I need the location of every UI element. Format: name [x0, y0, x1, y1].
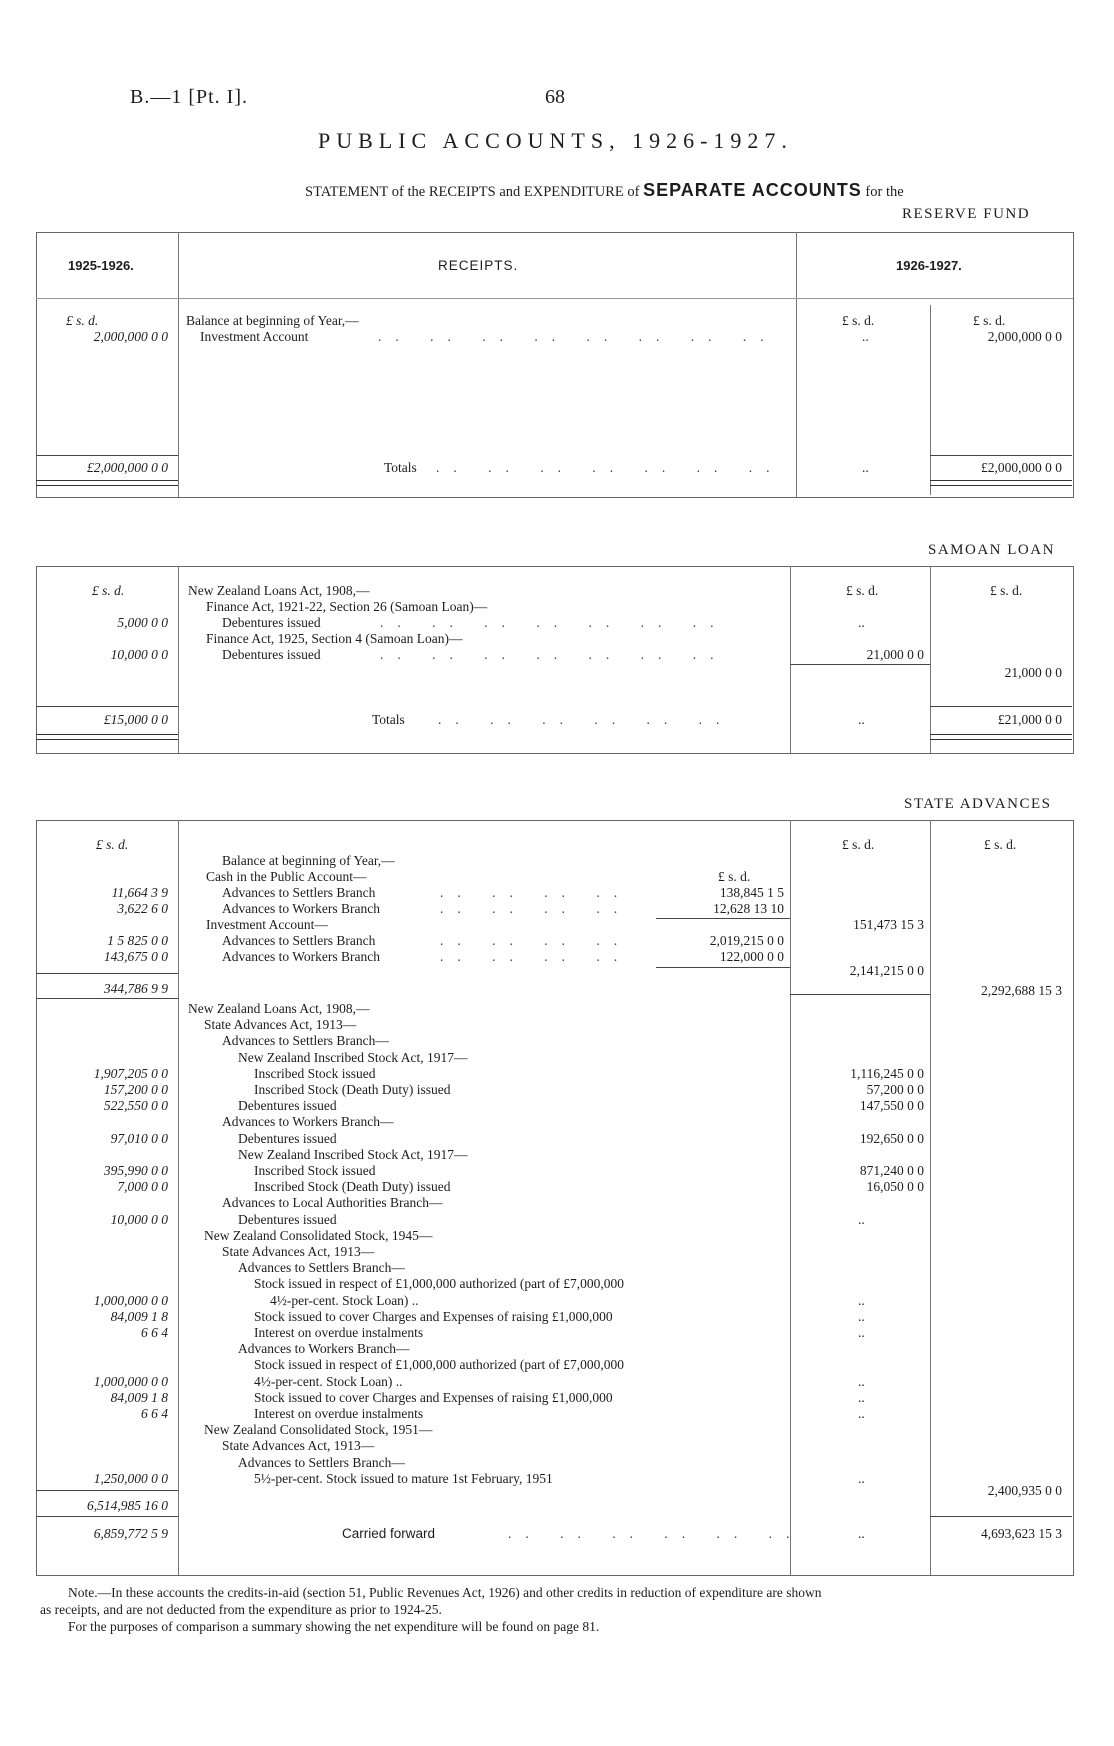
rf-double-rule-l	[36, 480, 178, 486]
sa-loan-line: Advances to Settlers Branch—	[238, 1455, 405, 1470]
sa-loan-prev-amount: 522,550 0 0	[103, 1098, 168, 1113]
sa-loan-prev-amount: 6 6 4	[141, 1406, 168, 1421]
sa-loan-inner-amount: 1,116,245 0 0	[850, 1066, 924, 1081]
sl-curr: 21,000 0 0	[1004, 665, 1062, 680]
sa-loan-prev-amount: 84,009 1 8	[110, 1390, 168, 1405]
sl-curr-total: £21,000 0 0	[997, 712, 1062, 727]
sa-loan-line: Debentures issued	[238, 1098, 337, 1113]
sa-bal-dots-4: .. .. .. ..	[440, 901, 632, 916]
sa-cf-rule-r	[930, 1516, 1072, 1517]
rf-curr-lsd: £ s. d.	[973, 313, 1006, 328]
sl-prev-2: 10,000 0 0	[110, 647, 168, 662]
document-reference: B.—1 [Pt. I].	[130, 86, 248, 108]
sa-loan-line: Stock issued to cover Charges and Expenses of raising £1,000,000	[254, 1309, 613, 1324]
sa-loan-inner-amount: 16,050 0 0	[866, 1179, 924, 1194]
rf-inner-lsd: £ s. d.	[842, 313, 875, 328]
sa-prev-sub-rule	[36, 973, 178, 974]
sa-loan-prev-amount: 395,990 0 0	[103, 1163, 168, 1178]
sa-loan-line: State Advances Act, 1913—	[222, 1244, 375, 1259]
rf-line-1: Balance at beginning of Year,—	[186, 313, 359, 328]
sa-sub-rule-1	[656, 918, 790, 919]
rf-head-curr: 1926-1927.	[896, 258, 962, 273]
rf-divider-3	[930, 305, 931, 495]
sa-bal-dots-3: .. .. .. ..	[440, 885, 632, 900]
sl-double-rule-r	[930, 734, 1072, 740]
sa-loan-line: New Zealand Consolidated Stock, 1945—	[204, 1228, 433, 1243]
sa-loan-inner-amount: ..	[858, 1325, 865, 1340]
rf-head-receipts: RECEIPTS.	[438, 258, 519, 273]
sa-prev-lsd: £ s. d.	[96, 837, 129, 852]
sa-loan-line: 5½-per-cent. Stock issued to mature 1st February, 1951	[254, 1471, 553, 1486]
rf-totals-dots: .. .. .. .. .. .. ..	[436, 460, 784, 475]
rf-curr-total: £2,000,000 0 0	[981, 460, 1062, 475]
sa-loan-line: Stock issued to cover Charges and Expenses of raising £1,000,000	[254, 1390, 613, 1405]
sa-loan-inner-amount: 871,240 0 0	[859, 1163, 924, 1178]
sa-prev-loans-total: 6,514,985 16 0	[87, 1498, 168, 1513]
sl-divider-3	[930, 566, 931, 753]
sl-line-2: Finance Act, 1921-22, Section 26 (Samoan Loan)—	[206, 599, 488, 614]
sa-loan-inner-amount: ..	[858, 1374, 865, 1389]
sa-loan-line: Stock issued in respect of £1,000,000 authorized (part of £7,000,000	[254, 1276, 625, 1291]
sa-loan-line: 4½-per-cent. Stock Loan) ..	[254, 1374, 403, 1389]
samoan-loan-title: SAMOAN LOAN	[928, 542, 1055, 558]
sa-bal-line-3: Advances to Settlers Branch	[222, 885, 376, 900]
rf-prev-amount: 2,000,000 0 0	[93, 329, 168, 344]
rf-prev-lsd: £ s. d.	[66, 313, 99, 328]
rf-leader-dots: .. .. .. .. .. .. .. ..	[378, 329, 778, 344]
sa-bal-prev-7: 143,675 0 0	[103, 949, 168, 964]
sa-loan-inner-amount: ..	[858, 1309, 865, 1324]
sa-loan-prev-amount: 10,000 0 0	[110, 1212, 168, 1227]
note-line-3: For the purposes of comparison a summary showing the net expenditure will be found on page 81.	[68, 1619, 600, 1634]
sl-leader-dots-1: .. .. .. .. .. .. ..	[380, 615, 728, 630]
sa-sub-value-4: 122,000 0 0	[719, 949, 784, 964]
sa-loan-inner-amount: 147,550 0 0	[859, 1098, 924, 1113]
rf-totals-label: Totals	[384, 460, 417, 475]
sa-cf-curr: 4,693,623 15 3	[981, 1526, 1062, 1541]
subtitle-bold: SEPARATE ACCOUNTS	[643, 180, 862, 200]
sa-loan-prev-amount: 84,009 1 8	[110, 1309, 168, 1324]
sl-inner-2: 21,000 0 0	[866, 647, 924, 662]
sa-loan-line: Debentures issued	[238, 1131, 337, 1146]
rf-line-2: Investment Account	[200, 329, 309, 344]
subtitle-post: for the	[865, 184, 904, 200]
sl-prev-1: 5,000 0 0	[117, 615, 168, 630]
sa-loan-line: State Advances Act, 1913—	[204, 1017, 357, 1032]
sa-loan-inner-amount: ..	[858, 1471, 865, 1486]
sa-divider-2	[790, 820, 791, 1575]
sa-loan-line: Interest on overdue instalments	[254, 1406, 424, 1421]
sa-balance-total: 2,292,688 15 3	[981, 983, 1062, 998]
rf-inner-dots: ..	[862, 329, 869, 344]
rf-divider-1	[178, 232, 179, 497]
sl-double-rule-l	[36, 734, 178, 740]
subtitle-pre: STATEMENT of the RECEIPTS and EXPENDITURE of	[305, 184, 640, 200]
sa-inner-rule	[790, 994, 930, 995]
sa-bal-prev-4: 3,622 6 0	[117, 901, 168, 916]
sl-curr-lsd: £ s. d.	[990, 583, 1023, 598]
sa-sub-value-2: 12,628 13 10	[713, 901, 784, 916]
sa-bal-line-5: Investment Account—	[206, 917, 328, 932]
sa-loan-line: Inscribed Stock (Death Duty) issued	[254, 1179, 451, 1194]
sa-sub-lsd: £ s. d.	[718, 869, 751, 884]
sa-loan-inner-amount: ..	[858, 1390, 865, 1405]
sa-cf-label: Carried forward	[342, 1526, 436, 1541]
sl-inner-rule	[790, 664, 930, 665]
sa-loan-line: Stock issued in respect of £1,000,000 authorized (part of £7,000,000	[254, 1357, 625, 1372]
sa-loan-line: New Zealand Loans Act, 1908,—	[188, 1001, 370, 1016]
sa-bal-prev-3: 11,664 3 9	[111, 885, 168, 900]
sa-loan-prev-amount: 157,200 0 0	[103, 1082, 168, 1097]
sa-loan-line: New Zealand Inscribed Stock Act, 1917—	[238, 1147, 468, 1162]
sa-bal-prev-6: 1 5 825 0 0	[107, 933, 168, 948]
sl-line-1: New Zealand Loans Act, 1908,—	[188, 583, 370, 598]
sa-loan-line: Debentures issued	[238, 1212, 337, 1227]
sa-bal-dots-7: .. .. .. ..	[440, 949, 632, 964]
sa-loan-prev-amount: 1,000,000 0 0	[93, 1374, 168, 1389]
sa-loan-line: Advances to Workers Branch—	[238, 1341, 410, 1356]
sa-bal-dots-6: .. .. .. ..	[440, 933, 632, 948]
sa-bal-line-1: Balance at beginning of Year,—	[222, 853, 395, 868]
sa-sub-value-1: 138,845 1 5	[719, 885, 784, 900]
sa-loan-inner-amount: ..	[858, 1406, 865, 1421]
rf-head-rule	[36, 298, 1073, 299]
sl-inner-lsd: £ s. d.	[846, 583, 879, 598]
sl-total-rule-l	[36, 706, 178, 707]
sl-prev-total: £15,000 0 0	[103, 712, 168, 727]
sa-cash-total: 151,473 15 3	[853, 917, 924, 932]
sa-loan-line: Advances to Settlers Branch—	[222, 1033, 389, 1048]
sa-bal-line-7: Advances to Workers Branch	[222, 949, 380, 964]
page-number: 68	[545, 86, 565, 108]
sl-totals-dots: .. .. .. .. .. ..	[438, 712, 734, 727]
sa-divider-1	[178, 820, 179, 1575]
sa-loan-line: Interest on overdue instalments	[254, 1325, 424, 1340]
sl-total-rule-r	[930, 706, 1072, 707]
sa-loans-total: 2,400,935 0 0	[987, 1483, 1062, 1498]
sl-prev-lsd: £ s. d.	[92, 583, 125, 598]
sa-loan-line: Advances to Local Authorities Branch—	[222, 1195, 443, 1210]
sa-prev-subtotal: 344,786 9 9	[103, 981, 168, 996]
sa-invest-total: 2,141,215 0 0	[849, 963, 924, 978]
sa-bal-line-4: Advances to Workers Branch	[222, 901, 380, 916]
sl-inner-dots: ..	[858, 615, 865, 630]
sl-leader-dots-2: .. .. .. .. .. .. ..	[380, 647, 728, 662]
note-line-2: as receipts, and are not deducted from the expenditure as prior to 1924-25.	[40, 1602, 442, 1617]
sl-totals-inner-dots: ..	[858, 712, 865, 727]
sa-loan-prev-amount: 1,250,000 0 0	[93, 1471, 168, 1486]
sa-loan-line: Inscribed Stock issued	[254, 1066, 376, 1081]
sa-loan-line: Inscribed Stock issued	[254, 1163, 376, 1178]
sa-loan-line: Inscribed Stock (Death Duty) issued	[254, 1082, 451, 1097]
sa-bal-line-6: Advances to Settlers Branch	[222, 933, 376, 948]
rf-head-prev: 1925-1926.	[68, 258, 134, 273]
state-advances-title: STATE ADVANCES	[904, 796, 1052, 812]
sa-divider-3	[930, 820, 931, 1575]
sa-loan-inner-amount: 192,650 0 0	[859, 1131, 924, 1146]
sa-loans-rule-l	[36, 1490, 178, 1491]
sa-sub-rule-2	[656, 967, 790, 968]
sl-divider-1	[178, 566, 179, 753]
sa-cf-inner: ..	[858, 1526, 865, 1541]
sa-loan-prev-amount: 97,010 0 0	[110, 1131, 168, 1146]
rf-total-rule-l	[36, 455, 178, 456]
sa-sub-value-3: 2,019,215 0 0	[709, 933, 784, 948]
sa-curr-lsd: £ s. d.	[984, 837, 1017, 852]
sa-cf-rule-l	[36, 1516, 178, 1517]
sa-inner-lsd: £ s. d.	[842, 837, 875, 852]
statement-subtitle	[305, 180, 904, 201]
sa-cf-prev: 6,859,772 5 9	[93, 1526, 168, 1541]
sa-loan-line: Advances to Settlers Branch—	[238, 1260, 405, 1275]
rf-double-rule-r	[930, 480, 1072, 486]
rf-divider-2	[796, 232, 797, 497]
sa-loan-prev-amount: 1,907,205 0 0	[93, 1066, 168, 1081]
sa-loan-prev-amount: 6 6 4	[141, 1325, 168, 1340]
sa-loan-line: State Advances Act, 1913—	[222, 1438, 375, 1453]
sa-loan-line: New Zealand Consolidated Stock, 1951—	[204, 1422, 433, 1437]
sa-cf-dots: .. .. .. .. .. ..	[508, 1526, 804, 1541]
rf-totals-inner-dots: ..	[862, 460, 869, 475]
sl-totals-label: Totals	[372, 712, 405, 727]
sl-line-3: Debentures issued	[222, 615, 321, 630]
sa-loan-inner-amount: 57,200 0 0	[866, 1082, 924, 1097]
sl-divider-2	[790, 566, 791, 753]
sl-line-4: Finance Act, 1925, Section 4 (Samoan Loan)—	[206, 631, 463, 646]
sa-loan-prev-amount: 1,000,000 0 0	[93, 1293, 168, 1308]
rf-total-rule-r	[930, 455, 1072, 456]
sa-bal-line-2: Cash in the Public Account—	[206, 869, 367, 884]
rf-curr-amount: 2,000,000 0 0	[987, 329, 1062, 344]
sa-loan-prev-amount: 7,000 0 0	[117, 1179, 168, 1194]
rf-prev-total: £2,000,000 0 0	[87, 460, 168, 475]
note-line-1: Note.—In these accounts the credits-in-aid (section 51, Public Revenues Act, 1926) and other credits in reduction of expenditure are shown	[68, 1585, 822, 1600]
page-title: PUBLIC ACCOUNTS, 1926-1927.	[318, 128, 793, 153]
reserve-fund-title: RESERVE FUND	[902, 206, 1031, 222]
sa-prev-sub-rule-2	[36, 998, 178, 999]
sa-loan-line: Advances to Workers Branch—	[222, 1114, 394, 1129]
sa-loan-inner-amount: ..	[858, 1293, 865, 1308]
sa-loan-inner-amount: ..	[858, 1212, 865, 1227]
sl-line-5: Debentures issued	[222, 647, 321, 662]
sa-loan-line: 4½-per-cent. Stock Loan) ..	[270, 1293, 419, 1308]
sa-loan-line: New Zealand Inscribed Stock Act, 1917—	[238, 1050, 468, 1065]
